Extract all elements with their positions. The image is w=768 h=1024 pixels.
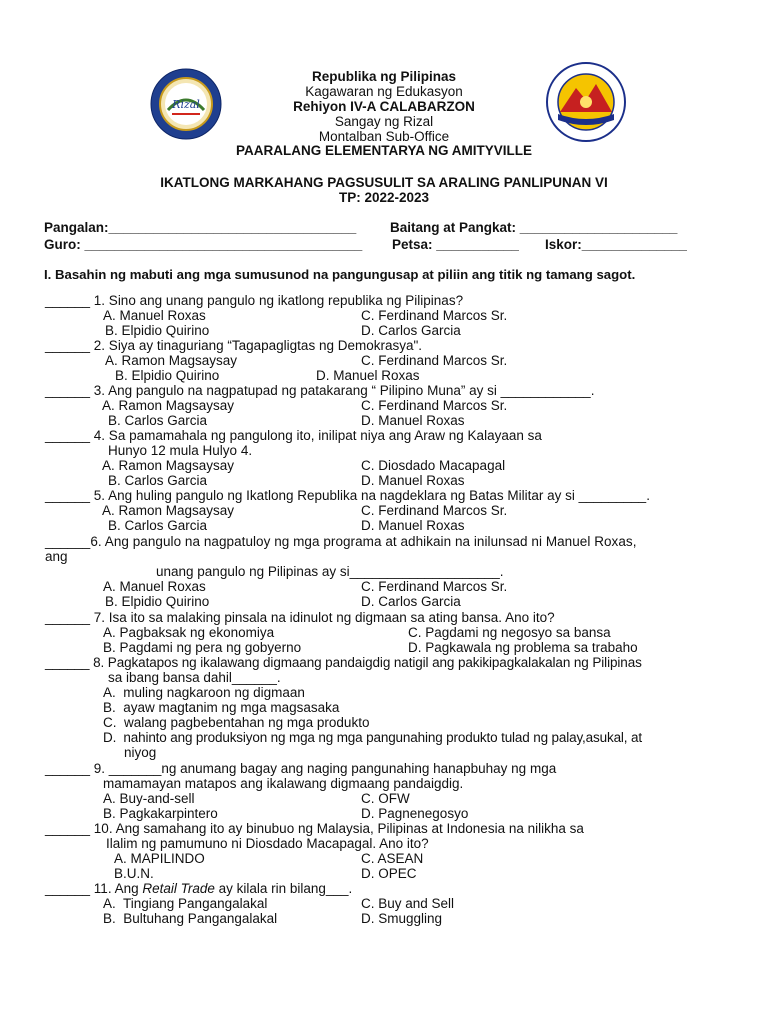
question-8-continued: sa ibang bansa dahil______.: [108, 670, 281, 685]
q7-option-d: D. Pagkawala ng problema sa trabaho: [408, 640, 638, 655]
question-1: ______ 1. Sino ang unang pangulo ng ikatlong republika ng Pilipinas?: [45, 293, 464, 308]
q10-option-c: C. ASEAN: [361, 851, 424, 866]
exam-title: IKATLONG MARKAHANG PAGSUSULIT SA ARALING PANLIPUNAN VI: [160, 175, 608, 190]
school-year: TP: 2022-2023: [338, 190, 430, 205]
question-3: ______ 3. Ang pangulo na nagpatupad ng patakarang “ Pilipino Muna” ay si ____________.: [45, 383, 595, 398]
q11-option-d: D. Smuggling: [361, 911, 443, 926]
q1-option-a: A. Manuel Roxas: [103, 308, 206, 323]
question-7: ______ 7. Isa ito sa malaking pinsala na idinulot ng digmaan sa ating bansa. Ano ito?: [45, 610, 555, 625]
question-6-continued: unang pangulo ng Pilipinas ay si____________________.: [156, 564, 504, 579]
q2-option-a: A. Ramon Magsaysay: [105, 353, 238, 368]
q8-option-b: B. ayaw magtanim ng mga magsasaka: [103, 700, 340, 715]
q11-stem-italic: Retail Trade: [142, 881, 215, 896]
q2-option-b: B. Elpidio Quirino: [115, 368, 220, 383]
division-line: Sangay ng Rizal: [334, 114, 434, 129]
q7-option-c: C. Pagdami ng negosyo sa bansa: [408, 625, 611, 640]
q4-option-c: C. Diosdado Macapagal: [361, 458, 506, 473]
question-4: ______ 4. Sa pamamahala ng pangulong ito, inilipat niya ang Araw ng Kalayaan sa: [45, 428, 542, 443]
grade-section-field[interactable]: Baitang at Pangkat: _____________________: [390, 220, 678, 235]
question-9: ______ 9. _______ng anumang bagay ang naging pangunahing hanapbuhay ng mga: [45, 761, 557, 776]
q1-option-d: D. Carlos Garcia: [361, 323, 461, 338]
q10-option-b: B.U.N.: [114, 866, 154, 881]
question-6: ______6. Ang pangulo na nagpatuloy ng mga programa at adhikain na inilunsad ni Manuel Roxas,: [45, 534, 637, 549]
q8-option-d: D. nahinto ang produksiyon ng mga ng mga pangunahing produkto tulad ng palay,asukal, at: [103, 730, 642, 745]
q4-option-b: B. Carlos Garcia: [108, 473, 208, 488]
q9-option-d: D. Pagnenegosyo: [361, 806, 469, 821]
q3-option-b: B. Carlos Garcia: [108, 413, 208, 428]
q6-option-b: B. Elpidio Quirino: [105, 594, 210, 609]
q7-option-a: A. Pagbaksak ng ekonomiya: [103, 625, 275, 640]
school-name: PAARALANG ELEMENTARYA NG AMITYVILLE: [235, 143, 532, 158]
q9-option-a: A. Buy-and-sell: [103, 791, 195, 806]
q6-option-d: D. Carlos Garcia: [361, 594, 461, 609]
q11-option-b: B. Bultuhang Pangangalakal: [103, 911, 278, 926]
q4-option-a: A. Ramon Magsaysay: [102, 458, 235, 473]
q6-option-c: C. Ferdinand Marcos Sr.: [361, 579, 508, 594]
q8-option-d-continued: niyog: [124, 745, 157, 760]
q9-option-b: B. Pagkakarpintero: [103, 806, 218, 821]
q2-option-d: D. Manuel Roxas: [316, 368, 420, 383]
department-line: Kagawaran ng Edukasyon: [305, 84, 463, 99]
logo-left-script: Rizal: [172, 98, 200, 111]
q3-option-d: D. Manuel Roxas: [361, 413, 465, 428]
teacher-field[interactable]: Guro: _____________________________________: [44, 237, 363, 252]
question-10: ______ 10. Ang samahang ito ay binubuo ng Malaysia, Pilipinas at Indonesia na nilikha sa: [45, 821, 584, 836]
q5-option-c: C. Ferdinand Marcos Sr.: [361, 503, 508, 518]
question-6-wrap: ang: [45, 549, 68, 564]
q8-option-a: A. muling nagkaroon ng digmaan: [103, 685, 305, 700]
q1-option-c: C. Ferdinand Marcos Sr.: [361, 308, 508, 323]
q6-option-a: A. Manuel Roxas: [103, 579, 206, 594]
q5-option-a: A. Ramon Magsaysay: [102, 503, 235, 518]
question-2: ______ 2. Siya ay tinaguriang “Tagapagligtas ng Demokrasya".: [45, 338, 423, 353]
q4-option-d: D. Manuel Roxas: [361, 473, 465, 488]
question-5: ______ 5. Ang huling pangulo ng Ikatlong Republika na nagdeklara ng Batas Militar ay si _________.: [45, 488, 650, 503]
q8-option-c: C. walang pagbebentahan ng mga produkto: [103, 715, 370, 730]
q11-stem-pre: ______ 11. Ang: [45, 881, 143, 896]
name-field[interactable]: Pangalan:_________________________________: [44, 220, 357, 235]
question-9-continued: mamamayan matapos ang ikalawang digmaang pandaigdig.: [103, 776, 464, 791]
republic-line: Republika ng Pilipinas: [311, 69, 457, 84]
q11-option-c: C. Buy and Sell: [361, 896, 455, 911]
q10-option-d: D. OPEC: [361, 866, 417, 881]
region-line: Rehiyon IV-A CALABARZON: [293, 99, 475, 114]
q10-option-a: A. MAPILINDO: [114, 851, 205, 866]
q5-option-b: B. Carlos Garcia: [108, 518, 208, 533]
question-11: [45, 881, 352, 896]
question-4-continued: Hunyo 12 mula Hulyo 4.: [108, 443, 253, 458]
q11-stem-post: ay kilala rin bilang___.: [214, 881, 353, 896]
q5-option-d: D. Manuel Roxas: [361, 518, 465, 533]
q1-option-b: B. Elpidio Quirino: [105, 323, 210, 338]
date-field[interactable]: Petsa: ___________: [392, 237, 519, 252]
q2-option-c: C. Ferdinand Marcos Sr.: [361, 353, 508, 368]
instruction: I. Basahin ng mabuti ang mga sumusunod na pangungusap at piliin ang titik ng tamang sagot.: [44, 267, 636, 282]
sub-office-line: Montalban Sub-Office: [318, 129, 450, 144]
question-10-continued: Ilalim ng pamumuno ni Diosdado Macapagal. Ano ito?: [106, 836, 429, 851]
question-8: ______ 8. Pagkatapos ng ikalawang digmaang pandaigdig natigil ang pakikipagkalakalan ng Pilipinas: [45, 655, 642, 670]
q3-option-a: A. Ramon Magsaysay: [102, 398, 235, 413]
score-field[interactable]: Iskor:______________: [545, 237, 687, 252]
q7-option-b: B. Pagdami ng pera ng gobyerno: [103, 640, 302, 655]
q3-option-c: C. Ferdinand Marcos Sr.: [361, 398, 508, 413]
q9-option-c: C. OFW: [361, 791, 410, 806]
q11-option-a: A. Tingiang Pangangalakal: [103, 896, 268, 911]
